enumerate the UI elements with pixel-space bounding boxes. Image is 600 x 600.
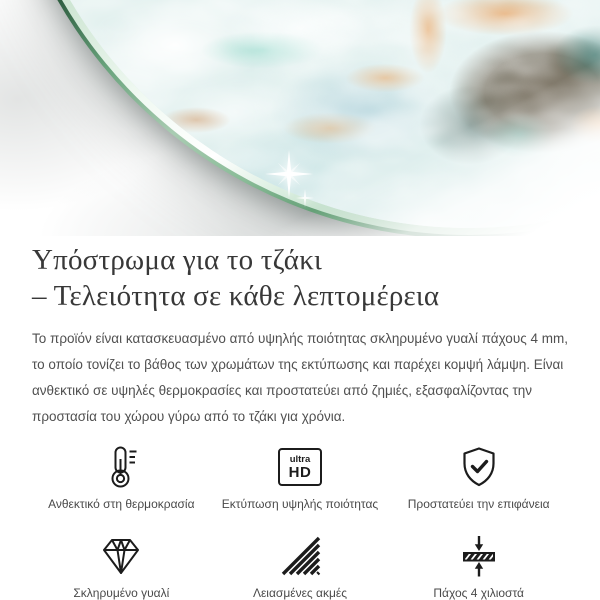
feature-label: Εκτύπωση υψηλής ποιότητας bbox=[221, 497, 379, 511]
product-description: Το προϊόν είναι κατασκευασμένο από υψηλής ποιότητας σκληρυμένο γυαλί πάχους 4 mm, το οποίο τονίζει το βάθος των χρωμάτων της εκτύπωσης και παρέχει κομψή λάμψη. Είναι ανθεκτικό σε υψηλές θερμοκρασίες και προστατεύει από ζημιές, εξασφαλίζοντας την προστασία του χώρου γύρω από το τζάκι για χρόνια. bbox=[32, 331, 568, 424]
feature-polished-edges bbox=[253, 533, 347, 600]
feature-heat-resistant bbox=[48, 444, 194, 511]
ultra-hd-badge-bottom: HD bbox=[288, 463, 312, 481]
thickness-compress-icon bbox=[456, 533, 502, 579]
shield-check-icon bbox=[456, 444, 502, 490]
feature-label: Πάχος 4 χιλιοστά bbox=[433, 586, 524, 600]
polished-edges-icon bbox=[277, 533, 323, 579]
ultra-hd-badge-icon bbox=[278, 444, 322, 490]
diamond-icon bbox=[98, 533, 144, 579]
product-description-section bbox=[0, 242, 600, 600]
feature-protects-surface bbox=[408, 444, 550, 511]
feature-tempered-glass bbox=[73, 533, 169, 600]
sparkle-small-icon bbox=[295, 188, 315, 208]
page-title-line2: – Τελειότητα σε κάθε λεπτομέρεια bbox=[32, 280, 440, 312]
feature-label: Σκληρυμένο γυαλί bbox=[73, 586, 170, 600]
page-title-line1: Υπόστρωμα για το τζάκι bbox=[32, 244, 323, 276]
feature-label: Ανθεκτικό στη θερμοκρασία bbox=[48, 497, 195, 511]
feature-print-quality bbox=[222, 444, 378, 511]
thermometer-icon bbox=[98, 444, 144, 490]
feature-label: Προστατεύει την επιφάνεια bbox=[407, 497, 550, 511]
feature-label: Λειασμένες ακμές bbox=[252, 586, 348, 600]
product-photo bbox=[0, 0, 600, 236]
feature-grid bbox=[32, 444, 568, 600]
page-title bbox=[32, 242, 568, 314]
feature-thickness bbox=[433, 533, 524, 600]
ultra-hd-badge-top: ultra bbox=[289, 453, 311, 465]
